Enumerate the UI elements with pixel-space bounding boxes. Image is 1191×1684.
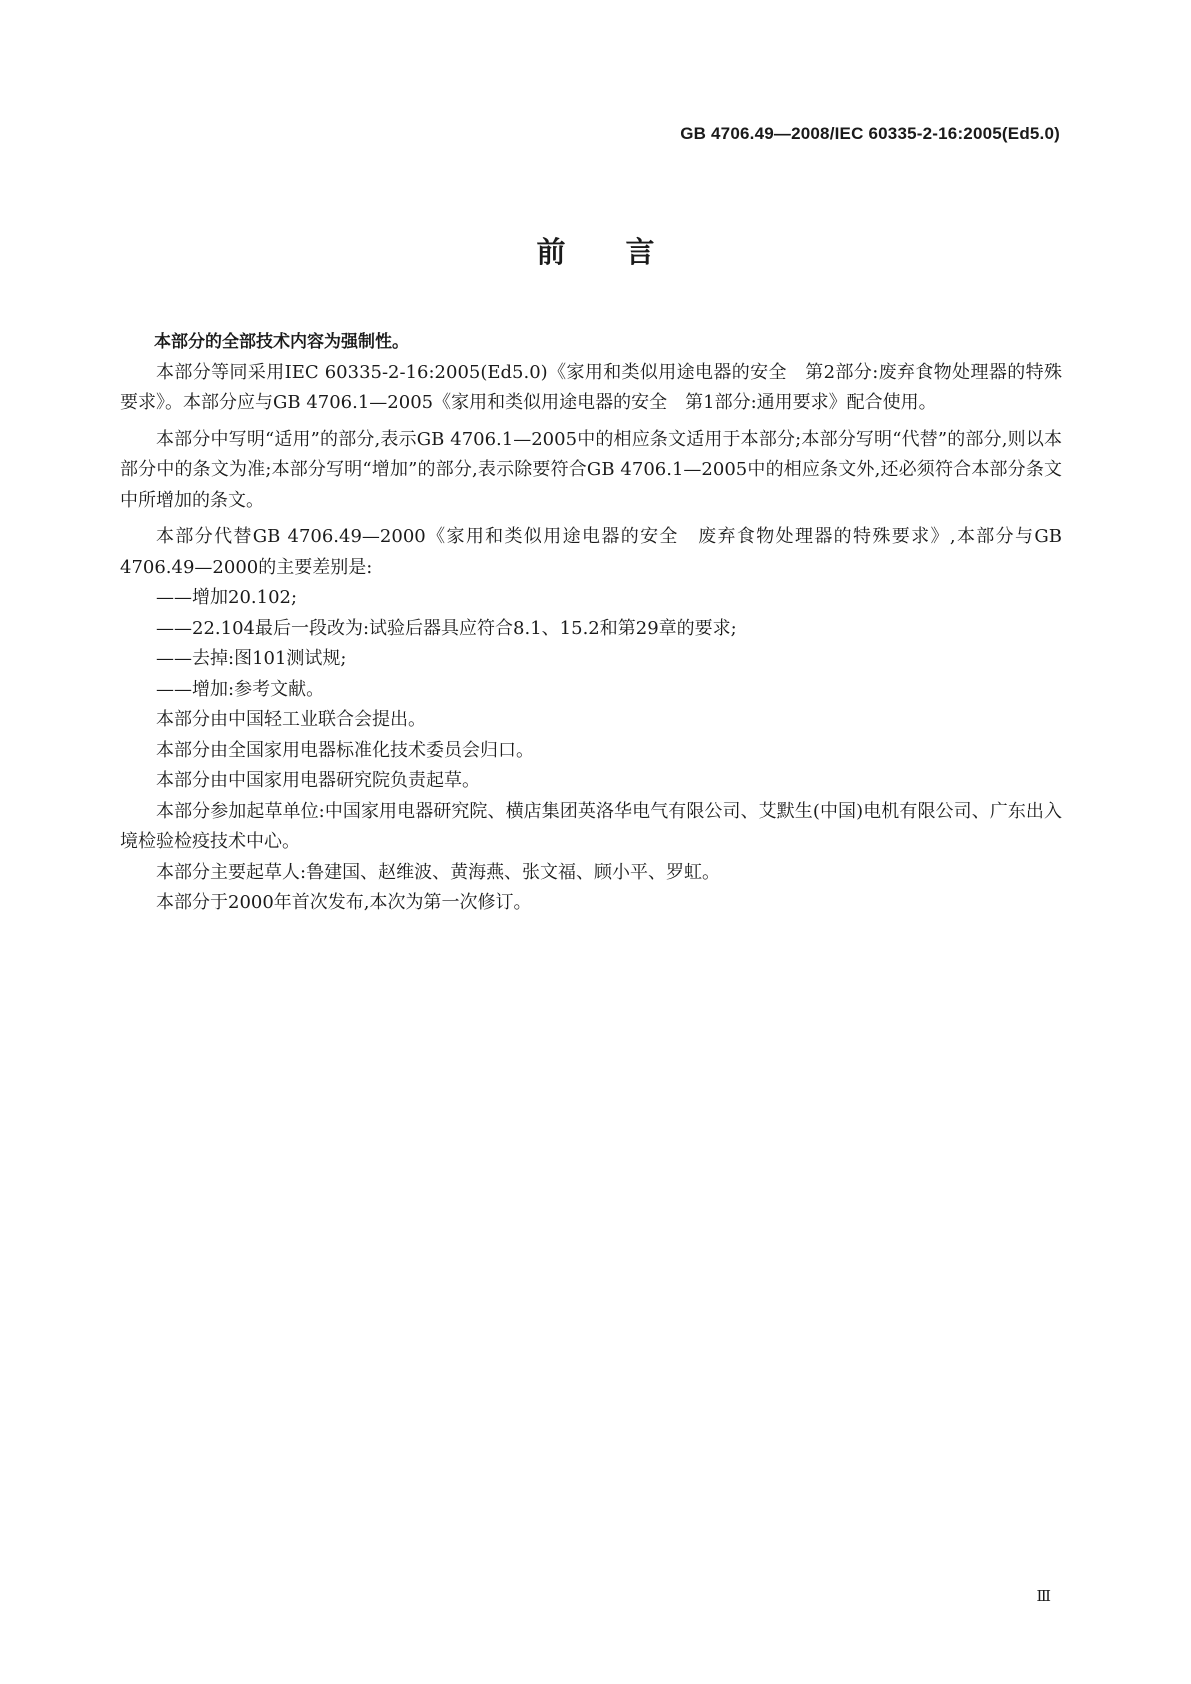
- paragraph-main-drafters: 本部分主要起草人:鲁建国、赵维波、黄海燕、张文福、顾小平、罗虹。: [156, 861, 721, 883]
- paragraph-revision-history: 本部分于2000年首次发布,本次为第一次修订。: [156, 892, 532, 913]
- paragraph-drafted-by: 本部分由中国家用电器研究院负责起草。: [156, 770, 480, 791]
- paragraph-adoption: 本部分等同采用IEC 60335-2-16:2005(Ed5.0)《家用和类似用途电器的安全 第2部分:废弃食物处理器的特殊要求》。本部分应与GB 4706.1—2005《家用和类似用途电器的安全 第1部分:通用要求》配合使用。: [120, 361, 1062, 413]
- paragraph-proposed-by: 本部分由中国轻工业联合会提出。: [156, 709, 426, 730]
- list-item-change-1: ——增加20.102;: [156, 587, 298, 608]
- list-item-change-2: ——22.104最后一段改为:试验后器具应符合8.1、15.2和第29章的要求;: [156, 617, 737, 639]
- page-number: Ⅲ: [1036, 1587, 1051, 1605]
- list-item-change-4: ——增加:参考文献。: [156, 678, 325, 700]
- paragraph-participating-units: 本部分参加起草单位:中国家用电器研究院、横店集团英洛华电气有限公司、艾默生(中国)电机有限公司、广东出入境检验检疫技术中心。: [120, 800, 1062, 852]
- paragraph-usage-notes: 本部分中写明“适用”的部分,表示GB 4706.1—2005中的相应条文适用于本部分;本部分写明“代替”的部分,则以本部分中的条文为准;本部分写明“增加”的部分,表示除要符合GB 4706.1—2005中的相应条文外,还必须符合本部分条文中所增加的条文。: [120, 428, 1062, 511]
- page-title: 前言: [536, 235, 715, 269]
- paragraph-replacement: 本部分代替GB 4706.49—2000《家用和类似用途电器的安全 废弃食物处理器的特殊要求》,本部分与GB 4706.49—2000的主要差别是:: [120, 526, 1062, 578]
- list-item-change-3: ——去掉:图101测试规;: [156, 648, 347, 669]
- paragraph-mandatory-statement: 本部分的全部技术内容为强制性。: [154, 332, 409, 352]
- foreword-body: [120, 327, 1062, 919]
- standard-code-header: GB 4706.49—2008/IEC 60335-2-16:2005(Ed5.0): [680, 124, 1060, 143]
- paragraph-administered-by: 本部分由全国家用电器标准化技术委员会归口。: [156, 739, 534, 761]
